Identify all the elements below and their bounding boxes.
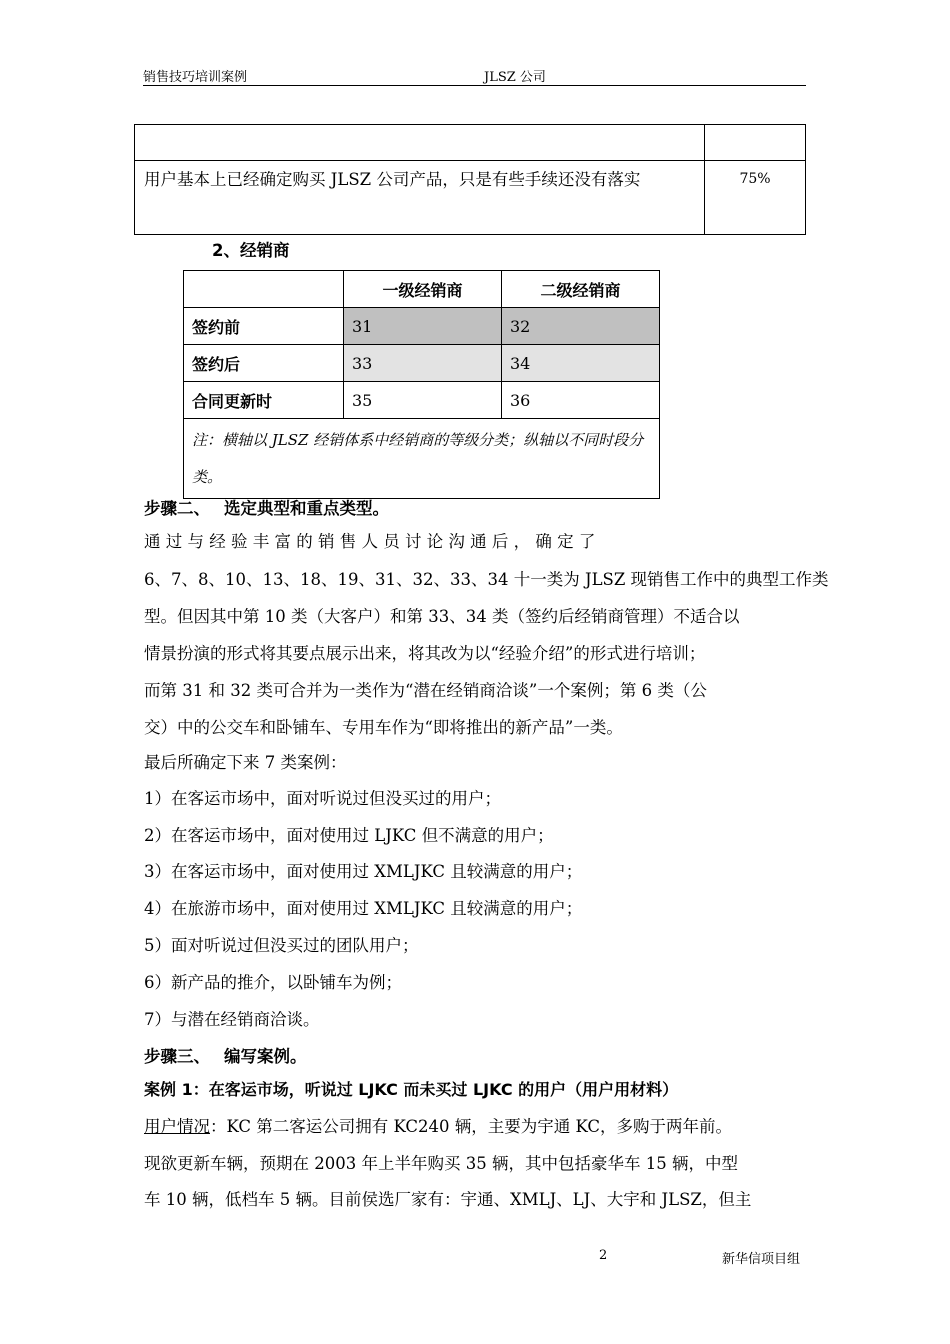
case1-title: 案例 1：在客运市场，听说过 LJKC 而未买过 LJKC 的用户（用户用材料） bbox=[144, 1080, 679, 1099]
case-item: 2）在客运市场中，面对使用过 LJKC 但不满意的用户； bbox=[144, 826, 554, 845]
intent-table bbox=[134, 124, 806, 235]
table1-empty-cell bbox=[135, 125, 705, 161]
case-item: 4）在旅游市场中，面对使用过 XMLJKC 且较满意的用户； bbox=[144, 899, 583, 918]
dealer-cell: 33 bbox=[344, 345, 502, 382]
table1-percent: 75% bbox=[705, 161, 806, 235]
header-left: 销售技巧培训案例 bbox=[143, 70, 248, 85]
dealer-col-2: 二级经销商 bbox=[502, 271, 660, 308]
user-line-1 bbox=[144, 1113, 732, 1137]
user-line-2: 现欲更新车辆，预期在 2003 年上半年购买 35 辆，其中包括豪华车 15 辆，中型 bbox=[144, 1154, 738, 1173]
final-intro: 最后所确定下来 7 类案例： bbox=[144, 753, 347, 772]
dealer-row-label: 签约后 bbox=[184, 345, 344, 382]
case-item: 7）与潜在经销商洽谈。 bbox=[144, 1010, 320, 1029]
case-item: 3）在客运市场中，面对使用过 XMLJKC 且较满意的用户； bbox=[144, 862, 583, 881]
page-number: 2 bbox=[599, 1248, 608, 1263]
user-line-3: 车 10 辆，低档车 5 辆。目前侯选厂家有：宇通、XMLJ、LJ、大宇和 JLSZ，但主 bbox=[144, 1190, 752, 1209]
step2-line-4: 情景扮演的形式将其要点展示出来，将其改为以“经验介绍”的形式进行培训； bbox=[144, 644, 706, 663]
step2-line-5: 而第 31 和 32 类可合并为一类作为“潜在经销商洽谈”一个案例；第 6 类（公 bbox=[144, 681, 707, 700]
section2-title: 2、经销商 bbox=[212, 241, 290, 260]
header-rule bbox=[143, 85, 806, 86]
case-item: 5）面对听说过但没买过的团队用户； bbox=[144, 936, 419, 955]
step2-line-2: 6、7、8、10、13、18、19、31、32、33、34 十一类为 JLSZ 现销售工作中的典型工作类 bbox=[144, 570, 829, 589]
dealer-cell: 36 bbox=[502, 382, 660, 419]
dealer-cell: 32 bbox=[502, 308, 660, 345]
dealer-col-1: 一级经销商 bbox=[344, 271, 502, 308]
user-text: ：KC 第二客运公司拥有 KC240 辆，主要为宇通 KC，多购于两年前。 bbox=[210, 1117, 732, 1136]
dealer-row-label: 合同更新时 bbox=[184, 382, 344, 419]
case-item: 6）新产品的推介，以卧铺车为例； bbox=[144, 973, 402, 992]
dealer-row-label: 签约前 bbox=[184, 308, 344, 345]
step2-line-3: 型。但因其中第 10 类（大客户）和第 33、34 类（签约后经销商管理）不适合以 bbox=[144, 607, 740, 626]
dealer-table-note: 注：横轴以 JLSZ 经销体系中经销商的等级分类；纵轴以不同时段分类。 bbox=[184, 419, 660, 499]
table1-empty-cell bbox=[705, 125, 806, 161]
step2-title: 步骤二、 选定典型和重点类型。 bbox=[144, 499, 389, 518]
dealer-cell: 35 bbox=[344, 382, 502, 419]
case-item: 1）在客运市场中，面对听说过但没买过的用户； bbox=[144, 789, 501, 808]
dealer-cell: 31 bbox=[344, 308, 502, 345]
dealer-table bbox=[183, 270, 660, 499]
step3-title: 步骤三、 编写案例。 bbox=[144, 1047, 307, 1066]
user-label: 用户情况 bbox=[144, 1117, 210, 1136]
dealer-table-corner bbox=[184, 271, 344, 308]
step2-line-6: 交）中的公交车和卧铺车、专用车作为“即将推出的新产品”一类。 bbox=[144, 718, 623, 737]
footer-group: 新华信项目组 bbox=[722, 1252, 801, 1267]
table1-text: 用户基本上已经确定购买 JLSZ 公司产品，只是有些手续还没有落实 bbox=[135, 161, 705, 235]
step2-line-1: 通 过 与 经 验 丰 富 的 销 售 人 员 讨 论 沟 通 后 ， 确 定 了 bbox=[144, 532, 596, 551]
dealer-cell: 34 bbox=[502, 345, 660, 382]
header-center: JLSZ 公司 bbox=[484, 70, 546, 85]
